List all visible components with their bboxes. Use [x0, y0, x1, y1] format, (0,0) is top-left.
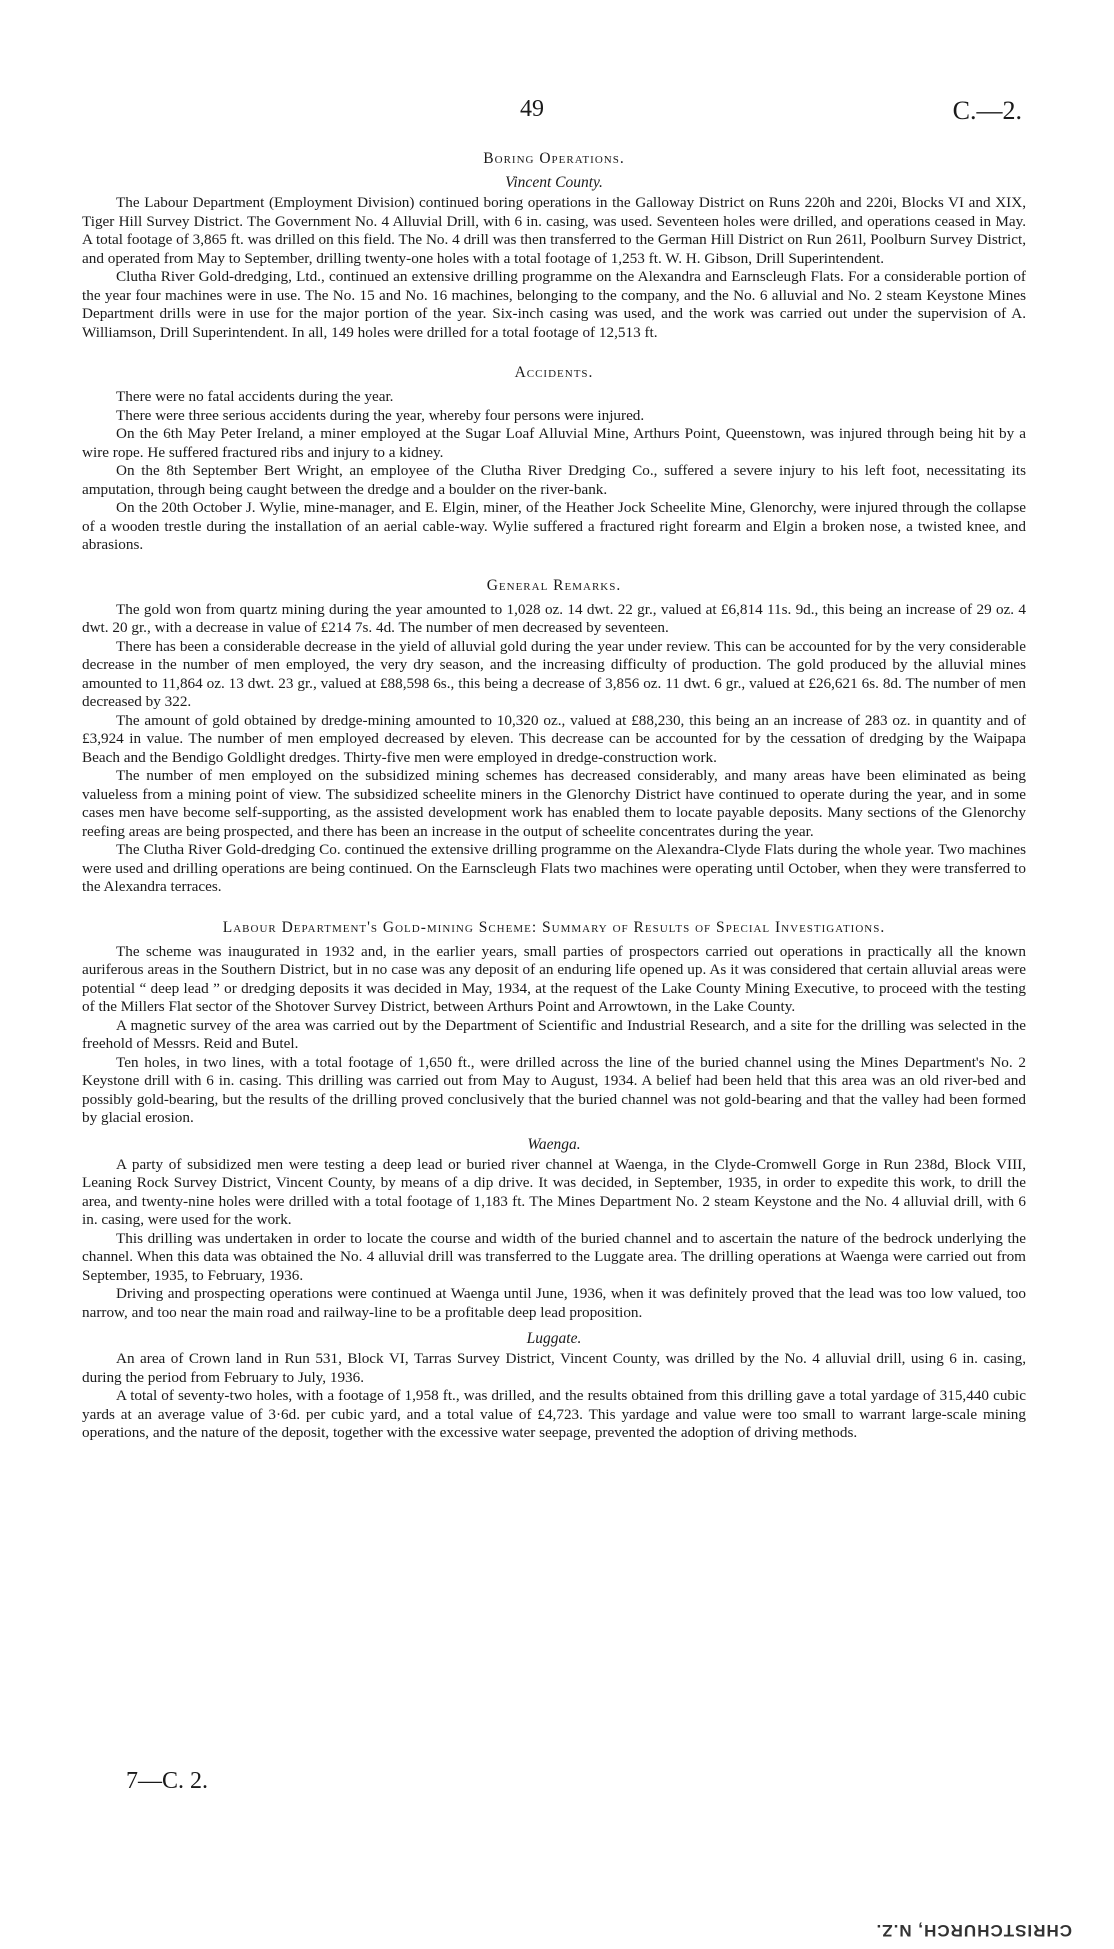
paragraph: The Clutha River Gold-dredging Co. continued the extensive drilling programme on the Alexandra-Clyde Flats during the whole year. Two machines were used and drilling operations are being continued. On the Earnscleugh Flats two machines were operating until October, when they were transferred to the Alexandra terraces.	[82, 841, 1026, 895]
paragraph: There were no fatal accidents during the year.	[116, 388, 394, 405]
section-title-general-remarks: General Remarks.	[486, 576, 622, 594]
subtitle-vincent-county: Vincent County.	[505, 174, 603, 191]
paragraph: On the 20th October J. Wylie, mine-manager, and E. Elgin, miner, of the Heather Jock Scheelite Mine, Glenorchy, were injured through the collapse of a wooden trestle during the installation of an aerial cable-way. Wylie suffered a fractured right forearm and Elgin a broken nose, a twisted knee, and abrasions.	[82, 499, 1026, 553]
paragraph: The scheme was inaugurated in 1932 and, in the earlier years, small parties of prospectors carried out operations in practically all the known auriferous areas in the Southern District, but in no case was any deposit of an enduring life opened up. As it was considered that certain alluvial areas were potential “ deep lead ” or dredging deposits it was decided in May, 1934, at the request of the Lake County Mining Executive, to proceed with the testing of the Millers Flat sector of the Shotover Survey District, between Arthurs Point and Arrowtown, in the Lake County.	[82, 942, 1026, 1015]
paragraph: The Labour Department (Employment Division) continued boring operations in the Galloway District on Runs 220h and 220i, Blocks VI and XIX, Tiger Hill Survey District. The Government No. 4 Alluvial Drill, with 6 in. casing, was used. Seventeen holes were drilled, and operations ceased in May. A total footage of 3,865 ft. was drilled on this field. The No. 4 drill was then transferred to the German Hill District on Run 261l, Poolburn Survey District, and operated from May to September, drilling twenty-one holes with a total footage of 1,253 ft. W. H. Gibson, Drill Superintendent.	[82, 194, 1026, 267]
paragraph: There has been a considerable decrease in the yield of alluvial gold during the year under review. This can be accounted for by the very considerable decrease in the number of men employed, the very dry season, and the increasing difficulty of production. The gold produced by the alluvial mines amounted to 11,864 oz. 13 dwt. 23 gr., valued at £88,598 6s., this being a decrease of 3,856 oz. 11 dwt. 6 gr., valued at £26,621 6s. 8d. The number of men decreased by 322.	[82, 637, 1026, 710]
page-number: 49	[520, 96, 544, 122]
section-title-labour-department-scheme: Labour Department's Gold-mining Scheme: Summary of Results of Special Investigations.	[222, 918, 886, 936]
signature-mark: 7—C. 2.	[126, 1768, 209, 1794]
paragraph: There were three serious accidents during the year, whereby four persons were injured.	[116, 406, 645, 424]
subtitle-luggate: Luggate.	[526, 1330, 582, 1347]
paragraph: The gold won from quartz mining during the year amounted to 1,028 oz. 14 dwt. 22 gr., valued at £6,814 11s. 9d., this being an increase of 29 oz. 4 dwt. 20 gr., with a decrease in value of £214 7s. 4d. The number of men decreased by seventeen.	[82, 600, 1026, 636]
paragraph: Driving and prospecting operations were continued at Waenga until June, 1936, when it was definitely proved that the lead was too low valued, too narrow, and too near the main road and railway-line to be a profitable deep lead proposition.	[82, 1285, 1026, 1321]
paragraph: This drilling was undertaken in order to locate the course and width of the buried channel and to ascertain the nature of the bedrock underlying the channel. When this data was obtained the No. 4 alluvial drill was transferred to the Luggate area. The drilling operations at Waenga were carried out from September, 1935, to February, 1936.	[82, 1229, 1026, 1284]
subtitle-waenga: Waenga.	[527, 1135, 581, 1153]
section-title-boring-operations: Boring Operations.	[483, 150, 625, 167]
paragraph: A party of subsidized men were testing a deep lead or buried river channel at Waenga, in the Clyde-Cromwell Gorge in Run 238d, Block VIII, Leaning Rock Survey District, Vincent County, by means of a dip drive. It was decided, in September, 1935, in order to expedite this work, to drill the area, and twenty-nine holes were drilled with a total footage of 1,183 ft. The Mines Department No. 2 steam Keystone and the No. 4 alluvial drill, with 6 in. casing, were used for the work.	[82, 1155, 1026, 1228]
section-title-accidents: Accidents.	[514, 364, 594, 381]
paper-reference: C.—2.	[952, 96, 1022, 125]
paragraph: The amount of gold obtained by dredge-mining amounted to 10,320 oz., valued at £88,230, this being an an increase of 283 oz. in quantity and of £3,924 in value. The number of men employed decreased by eleven. This decrease can be accounted for by the cessation of dredging by the Waipapa Beach and the Bendigo Goldlight dredges. Thirty-five men were employed in dredge-construction work.	[82, 711, 1026, 766]
paragraph: Clutha River Gold-dredging, Ltd., continued an extensive drilling programme on the Alexandra and Earnscleugh Flats. For a considerable portion of the year four machines were in use. The No. 15 and No. 16 machines, belonging to the company, and the No. 6 alluvial and No. 2 steam Keystone Mines Department drills were in use for the major portion of the year. Six-inch casing was used, and the work was carried out under the supervision of A. Williamson, Drill Superintendent. In all, 149 holes were drilled for a total footage of 12,513 ft.	[82, 268, 1026, 341]
paragraph: On the 6th May Peter Ireland, a miner employed at the Sugar Loaf Alluvial Mine, Arthurs Point, Queenstown, was injured through being hit by a wire rope. He suffered fractured ribs and injury to a kidney.	[82, 425, 1026, 461]
document-body	[82, 150, 1026, 1443]
printer-stamp: CHRISTCHURCH, N.Z.	[875, 1921, 1072, 1940]
paragraph: Ten holes, in two lines, with a total footage of 1,650 ft., were drilled across the line of the buried channel using the Mines Department's No. 2 Keystone drill with 6 in. casing. This drilling was carried out from May to August, 1934. A belief had been held that this area was an old river-bed and possibly gold-bearing, but the results of the drilling proved conclusively that the buried channel was not gold-bearing and that the valley had been formed by glacial erosion.	[82, 1053, 1026, 1126]
paragraph: A magnetic survey of the area was carried out by the Department of Scientific and Industrial Research, and a site for the drilling was selected in the freehold of Messrs. Reid and Butel.	[82, 1016, 1026, 1052]
paragraph: An area of Crown land in Run 531, Block VI, Tarras Survey District, Vincent County, was drilled by the No. 4 alluvial drill, using 6 in. casing, during the period from February to July, 1936.	[82, 1350, 1026, 1386]
paragraph: A total of seventy-two holes, with a footage of 1,958 ft., was drilled, and the results obtained from this drilling gave a total yardage of 315,440 cubic yards at an average value of 3·6d. per cubic yard, and a total value of £4,723. This yardage and value were too small to warrant large-scale mining operations, and the nature of the deposit, together with the excessive water seepage, prevented the adoption of driving methods.	[82, 1387, 1026, 1441]
paragraph: On the 8th September Bert Wright, an employee of the Clutha River Dredging Co., suffered a severe injury to his left foot, necessitating its amputation, through being caught between the dredge and a boulder on the river-bank.	[82, 462, 1026, 498]
paragraph: The number of men employed on the subsidized mining schemes has decreased considerably, and many areas have been eliminated as being valueless from a mining point of view. The subsidized scheelite miners in the Glenorchy District have continued to operate during the year, and in some cases men have become self-supporting, as the assisted development work has enabled them to locate payable deposits. Many sections of the Glenorchy reefing areas are being prospected, and there has been an increase in the output of scheelite concentrates during the year.	[82, 767, 1026, 840]
